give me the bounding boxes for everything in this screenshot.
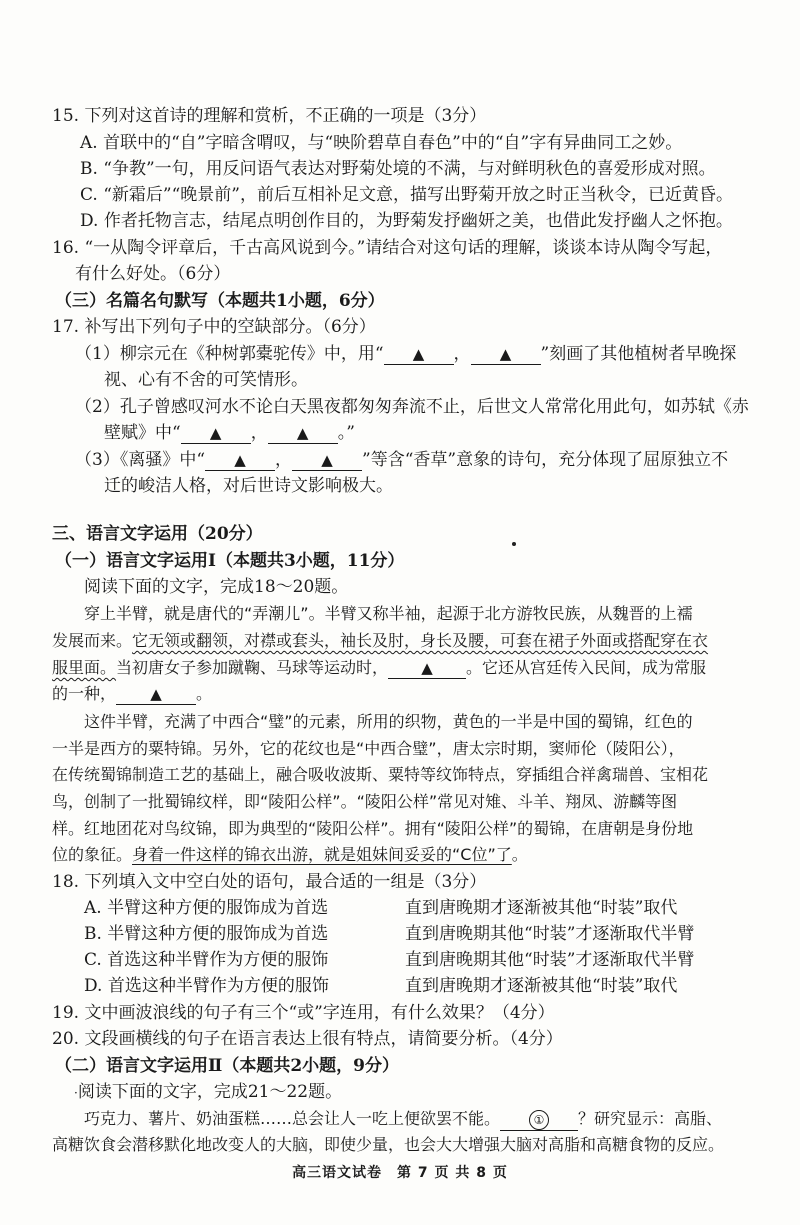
passage-2-line-2: 一半是西方的粟特锦。另外，它的花纹也是“中西合璧”，唐太宗时期，窦师伦（陵阳公），: [52, 739, 685, 758]
q19-stem: 19. 文中画波浪线的句子有三个“或”字连用，有什么效果？（4分）: [52, 1003, 555, 1023]
intro-18-20: 阅读下面的文字，完成18～20题。: [84, 577, 349, 597]
q17-item-3-cont: 迁的峻洁人格，对后世诗文影响极大。: [104, 476, 393, 496]
intro-21-22: ·阅读下面的文字，完成21～22题。: [74, 1082, 343, 1102]
q18-option-d: D. 首选这种半臂作为方便的服饰: [84, 976, 329, 996]
passage-3-line-2: 高糖饮食会潜移默化地改变人的大脑，即使少量，也会大大增强大脑对高脂和高糖食物的反应。: [52, 1135, 725, 1154]
q16-line-1: 16. “一从陶令评章后，千古高风说到今。”请结合对这句话的理解，谈谈本诗从陶令写起，: [52, 238, 723, 258]
passage-1-line-2: 发展而来。它无领或翻领，对襟或套头，袖长及肘，身长及腰，可套在裙子外面或搭配穿在衣: [52, 631, 709, 650]
q15-stem: 15. 下列对这首诗的理解和赏析，不正确的一项是（3分）: [52, 106, 487, 126]
q15-option-b: B. “争教”一句，用反问语气表达对野菊处境的不满，与对鲜明秋色的喜爱形成对照。: [80, 159, 716, 179]
part-3-sub-2: （二）语言文字运用Ⅱ（本题共2小题，9分）: [55, 1056, 399, 1076]
part-3-title: 三、语言文字运用（20分）: [52, 524, 263, 544]
q17-item-2: （2）孔子曾感叹河水不论白天黑夜都匆匆奔流不止，后世文人常常化用此句，如苏轼《赤: [75, 397, 749, 417]
q17-item-1: （1）柳宗元在《种树郭橐驼传》中，用“ ▲ ， ▲ ”刻画了其他植树者早晚探: [75, 344, 737, 364]
q20-stem: 20. 文段画横线的句子在语言表达上很有特点，请简要分析。（4分）: [52, 1029, 563, 1049]
passage-3-line-1: 巧克力、薯片、奶油蛋糕……总会让人一吃上便欲罢不能。 ① ？研究显示：高脂、: [84, 1107, 722, 1131]
passage-2-line-5: 样。红地团花对鸟纹锦，即为典型的“陵阳公样”。拥有“陵阳公样”的蜀锦，在唐朝是身份地: [52, 819, 694, 838]
passage-1-line-1: 穿上半臂，就是唐代的“弄潮儿”。半臂又称半袖，起源于北方游牧民族，从魏晋的上襦: [84, 604, 693, 623]
q18-option-b-right: 直到唐晚期其他“时装”才逐渐取代半臂: [405, 924, 695, 944]
passage-blank-1[interactable]: ▲: [388, 658, 466, 679]
scan-dot: [512, 542, 516, 546]
q17-stem: 17. 补写出下列句子中的空缺部分。（6分）: [52, 317, 376, 337]
q18-option-b: B. 半臂这种方便的服饰成为首选: [84, 924, 329, 944]
q16-line-2: 有什么好处。（6分）: [75, 264, 231, 284]
passage-1-line-3: 服里面。当初唐女子参加蹴鞠、马球等运动时， ▲ 。它还从宫廷传入民间，成为常服: [52, 658, 707, 677]
underlined-sentence: 身着一件这样的锦衣出游，就是姐妹间妥妥的“C位”了: [132, 845, 512, 864]
q15-option-a: A. 首联中的“自”字暗含喟叹，与“映阶碧草自春色”中的“自”字有异曲同工之妙。: [80, 133, 683, 153]
q17-item-3: （3）《离骚》中“ ▲ ， ▲ ”等含“香草”意象的诗句，充分体现了屈原独立不: [75, 450, 729, 470]
passage-2-line-3: 在传统蜀锦制造工艺的基础上，融合吸收波斯、粟特等纹饰特点，穿插组合祥禽瑞兽、宝相花: [52, 765, 709, 784]
passage-blank-circle-1[interactable]: ①: [500, 1109, 578, 1131]
passage-blank-2[interactable]: ▲: [116, 684, 196, 705]
q18-option-a: A. 半臂这种方便的服饰成为首选: [84, 898, 329, 918]
passage-2-line-1: 这件半臂，充满了中西合“璧”的元素，所用的织物，黄色的一半是中国的蜀锦，红色的: [84, 712, 693, 731]
q17-blank-3a[interactable]: ▲: [205, 450, 275, 471]
q17-item-1-cont: 视、心有不舍的可笑情形。: [104, 370, 308, 390]
part-3-sub-1: （一）语言文字运用Ⅰ（本题共3小题，11分）: [55, 551, 405, 571]
q18-option-c-right: 直到唐晚期其他“时装”才逐渐取代半臂: [405, 950, 695, 970]
passage-2-line-6: 位的象征。身着一件这样的锦衣出游，就是姐妹间妥妥的“C位”了。: [52, 845, 528, 864]
section-3-heading: （三）名篇名句默写（本题共1小题，6分）: [55, 291, 385, 311]
q18-stem: 18. 下列填入文中空白处的语句，最合适的一组是（3分）: [52, 872, 487, 892]
q17-blank-2a[interactable]: ▲: [181, 423, 251, 444]
q17-blank-1b[interactable]: ▲: [471, 344, 541, 365]
q17-item-2-cont: 壁赋》中“ ▲ ， ▲ 。”: [104, 423, 355, 443]
passage-1-line-4: 的一种， ▲ 。: [52, 684, 213, 703]
q18-option-c: C. 首选这种半臂作为方便的服饰: [84, 950, 329, 970]
q15-option-d: D. 作者托物言志，结尾点明创作目的，为野菊发抒幽妍之美，也借此发抒幽人之怀抱。: [80, 211, 733, 231]
q18-option-a-right: 直到唐晚期才逐渐被其他“时装”取代: [405, 898, 678, 918]
passage-2-line-4: 鸟，创制了一批蜀锦纹样，即“陵阳公样”。“陵阳公样”常见对雉、斗羊、翔凤、游麟等图: [52, 792, 678, 811]
q18-option-d-right: 直到唐晚期才逐渐被其他“时装”取代: [405, 976, 678, 996]
page-footer: 高三语文试卷 第 7 页 共 8 页: [292, 1165, 508, 1181]
q17-blank-2b[interactable]: ▲: [268, 423, 338, 444]
q17-blank-3b[interactable]: ▲: [292, 450, 362, 471]
q15-option-c: C. “新霜后”“晚景前”，前后互相补足文意，描写出野菊开放之时正当秋令，已近黄昏。: [80, 185, 733, 205]
q17-blank-1a[interactable]: ▲: [384, 344, 454, 365]
wavy-sentence: 它无领或翻领，对襟或套头，袖长及肘，身长及腰，可套在裙子外面或搭配穿在衣: [132, 631, 709, 650]
